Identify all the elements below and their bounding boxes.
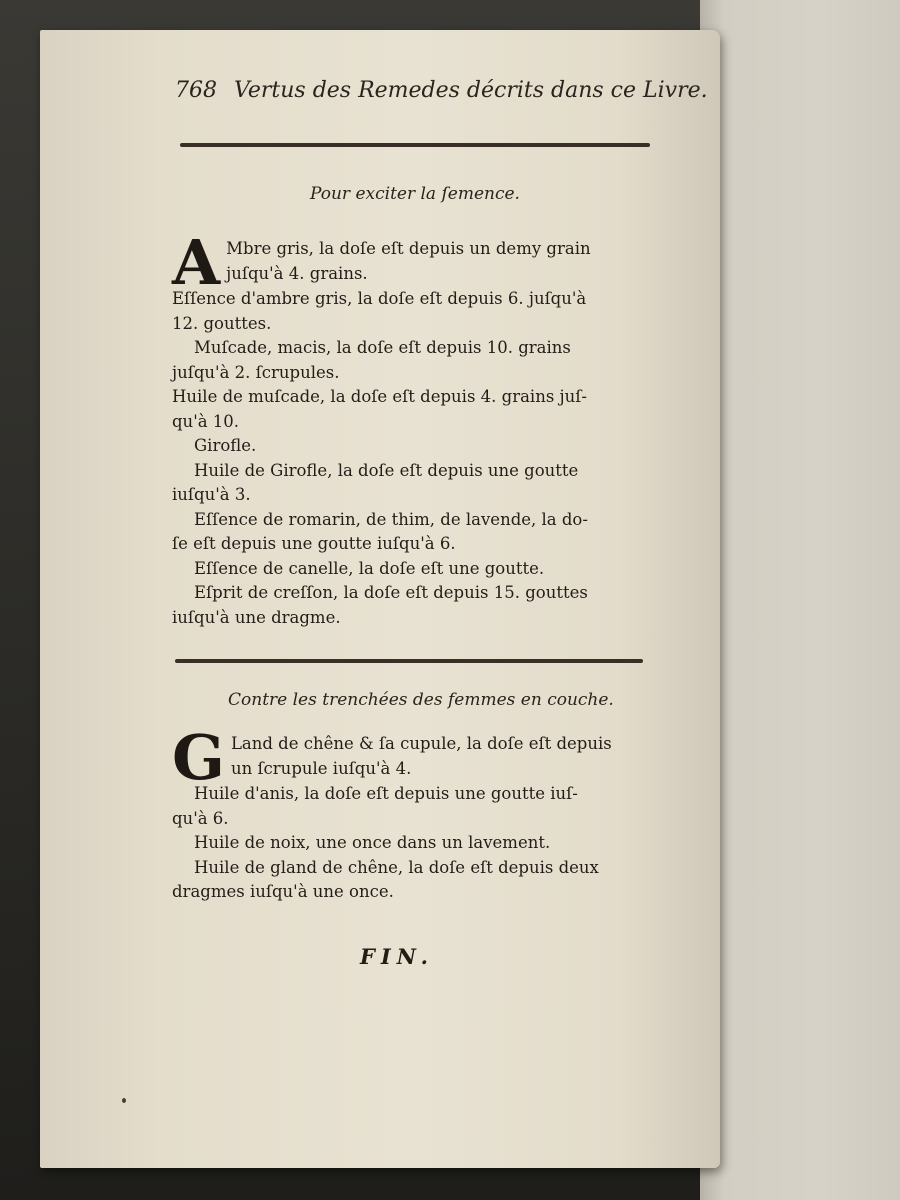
text-line: Huile de gland de chêne, la doſe eſt depuis deux <box>194 857 599 877</box>
text-line: dragmes iuſqu'à une once. <box>172 882 394 901</box>
text-line: ſe eſt depuis une goutte iuſqu'à 6. <box>172 534 456 553</box>
text-line: Muſcade, macis, la doſe eſt depuis 10. grains <box>194 338 571 357</box>
header-rule <box>180 143 650 147</box>
text-line: Huile de noix, une once dans un lavement. <box>194 833 551 852</box>
section-divider-rule <box>175 659 643 663</box>
facing-page <box>700 0 900 1200</box>
paper-speck <box>122 1098 126 1103</box>
section-title-trenchees: Contre les trenchées des femmes en couche. <box>228 690 614 710</box>
text-line: Girofle. <box>194 436 257 455</box>
section-body-semence <box>172 226 652 630</box>
text-line: Land de chêne & ſa cupule, la doſe eſt depuis <box>230 734 612 753</box>
running-title: Vertus des Remedes décrits dans ce Livre. <box>234 78 708 103</box>
text-line: juſqu'à 2. ſcrupules. <box>172 362 340 382</box>
text-line: Huile de Girofle, la doſe eſt depuis une goutte <box>194 460 579 480</box>
text-line: juſqu'à 4. grains. <box>226 263 368 283</box>
text-line: qu'à 10. <box>172 411 240 431</box>
text-line: Eſſence de canelle, la doſe eſt une goutte. <box>194 558 545 578</box>
text-line: qu'à 6. <box>172 808 229 828</box>
fin-mark: FIN. <box>360 944 434 969</box>
section-title-semence: Pour exciter la ſemence. <box>310 184 520 204</box>
text-line: Huile de muſcade, la doſe eſt depuis 4. grains juſ- <box>172 387 587 406</box>
text-line: Eſſence d'ambre gris, la doſe eſt depuis 6. juſqu'à <box>172 289 587 308</box>
running-header <box>175 78 708 103</box>
dropcap-g: G <box>172 721 225 794</box>
text-line: 12. gouttes. <box>172 313 272 333</box>
text-line: un ſcrupule iuſqu'à 4. <box>230 758 412 778</box>
section-body-trenchees <box>172 721 652 905</box>
text-line: Eſprit de creſſon, la doſe eſt depuis 15. gouttes <box>194 583 588 602</box>
text-line: Eſſence de romarin, de thim, de lavende, la do- <box>194 509 588 529</box>
page-number: 768 <box>175 78 217 103</box>
text-line: Mbre gris, la doſe eſt depuis un demy grain <box>226 239 591 258</box>
text-line: iuſqu'à une dragme. <box>172 607 341 627</box>
text-line: Huile d'anis, la doſe eſt depuis une goutte iuſ- <box>194 784 578 803</box>
dropcap-a: A <box>172 226 221 299</box>
text-line: iuſqu'à 3. <box>172 485 251 504</box>
